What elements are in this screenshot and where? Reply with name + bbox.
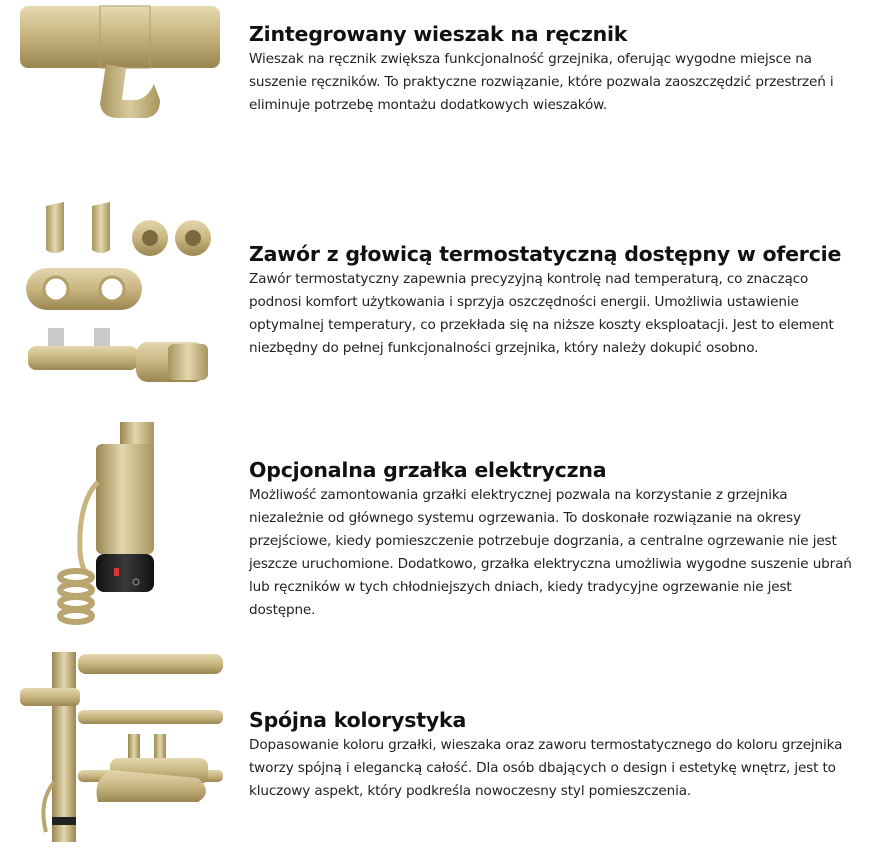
feature-title: Opcjonalna grzałka elektryczna bbox=[249, 458, 607, 482]
feature-title: Zawór z głowicą termostatyczną dostępny w ofercie bbox=[249, 242, 842, 266]
feature-text bbox=[249, 21, 859, 117]
towel-hanger-icon bbox=[18, 4, 223, 122]
feature-text bbox=[249, 457, 859, 622]
thermostatic-valve-icon bbox=[18, 198, 223, 388]
color-consistency-image bbox=[18, 652, 223, 842]
feature-text bbox=[249, 707, 859, 803]
thermostatic-valve-image bbox=[18, 198, 223, 388]
feature-description: Zawór termostatyczny zapewnia precyzyjną kontrolę nad temperaturą, co znacząco podnosi komfort użytkowania i sprzyja oszczędności energii. Umożliwia ustawienie optymalnej temperatury, co przekłada się na niższe koszty eksploatacji. Jest to element niezbędny do pełnej funkcjonalności grzejnika, który należy dokupić osobno. bbox=[249, 271, 834, 356]
feature-title: Zintegrowany wieszak na ręcznik bbox=[249, 22, 628, 46]
feature-title: Spójna kolorystyka bbox=[249, 708, 467, 732]
feature-description: Wieszak na ręcznik zwiększa funkcjonalność grzejnika, oferując wygodne miejsce na suszenie ręczników. To praktyczne rozwiązanie, które pozwala zaoszczędzić przestrzeń i eliminuje potrzebę montażu dodatkowych wieszaków. bbox=[249, 51, 834, 113]
color-consistency-icon bbox=[18, 652, 223, 842]
feature-description: Możliwość zamontowania grzałki elektrycznej pozwala na korzystanie z grzejnika niezależnie od głównego systemu ogrzewania. To doskonałe rozwiązanie na okresy przejściowe, kiedy pomieszczenie potrzebuje dogrzania, a centralne ogrzewanie nie jest jeszcze uruchomione. Dodatkowo, grzałka elektryczna umożliwia wygodne suszenie ubrań lub ręczników w tych chłodniejszych dniach, kiedy tradycyjne ogrzewanie nie jest dostępne. bbox=[249, 487, 852, 618]
electric-heater-image bbox=[18, 422, 223, 628]
feature-text bbox=[249, 241, 859, 360]
feature-description: Dopasowanie koloru grzałki, wieszaka oraz zaworu termostatycznego do koloru grzejnika tworzy spójną i elegancką całość. Dla osób dbających o design i estetykę wnętrz, jest to kluczowy aspekt, który podkreśla nowoczesny styl pomieszczenia. bbox=[249, 737, 843, 799]
electric-heater-icon bbox=[18, 422, 223, 628]
towel-hanger-image bbox=[18, 4, 223, 122]
